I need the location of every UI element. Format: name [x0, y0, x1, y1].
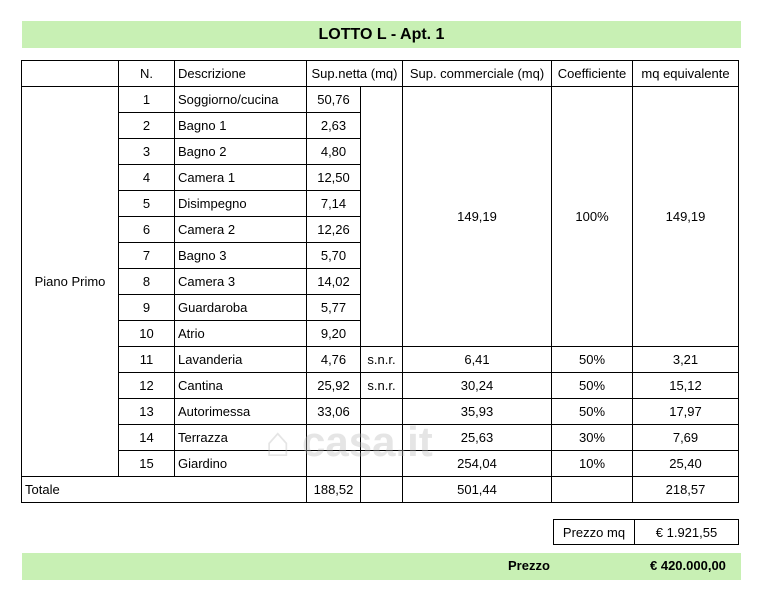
row-description: Terrazza: [175, 425, 307, 451]
floor-label: Piano Primo: [22, 87, 119, 477]
row-number: 5: [119, 191, 175, 217]
row-sup-netta: 12,50: [307, 165, 361, 191]
table-row: [22, 87, 739, 113]
row-description: Bagno 2: [175, 139, 307, 165]
group-coefficiente: 100%: [552, 87, 633, 347]
row-number: 13: [119, 399, 175, 425]
row-coefficiente: 50%: [552, 347, 633, 373]
table-row: [22, 347, 739, 373]
row-note: [361, 451, 403, 477]
header-coefficiente: Coefficiente: [552, 61, 633, 87]
row-description: Camera 3: [175, 269, 307, 295]
row-description: Bagno 3: [175, 243, 307, 269]
prezzo-value: € 420.000,00: [650, 558, 726, 573]
row-number: 6: [119, 217, 175, 243]
totals-sup-netta: 188,52: [307, 477, 361, 503]
header-mq-equivalente: mq equivalente: [633, 61, 739, 87]
header-sup-commerciale: Sup. commerciale (mq): [403, 61, 552, 87]
price-bar: [22, 553, 741, 580]
row-sup-commerciale: 30,24: [403, 373, 552, 399]
totals-note-empty: [361, 477, 403, 503]
row-number: 12: [119, 373, 175, 399]
row-description: Giardino: [175, 451, 307, 477]
row-description: Camera 2: [175, 217, 307, 243]
totals-mq-equivalente: 218,57: [633, 477, 739, 503]
row-coefficiente: 30%: [552, 425, 633, 451]
row-sup-netta: 2,63: [307, 113, 361, 139]
row-note: s.n.r.: [361, 347, 403, 373]
row-description: Disimpegno: [175, 191, 307, 217]
row-note: s.n.r.: [361, 373, 403, 399]
row-number: 3: [119, 139, 175, 165]
row-sup-netta: 7,14: [307, 191, 361, 217]
row-number: 11: [119, 347, 175, 373]
row-sup-netta: 12,26: [307, 217, 361, 243]
row-number: 1: [119, 87, 175, 113]
row-description: Soggiorno/cucina: [175, 87, 307, 113]
note-empty-group: [361, 87, 403, 347]
row-description: Guardaroba: [175, 295, 307, 321]
row-sup-netta: [307, 451, 361, 477]
header-n: N.: [119, 61, 175, 87]
title-bar: [22, 21, 741, 48]
group-sup-commerciale: 149,19: [403, 87, 552, 347]
row-sup-netta: [307, 425, 361, 451]
row-number: 15: [119, 451, 175, 477]
row-number: 9: [119, 295, 175, 321]
totals-sup-commerciale: 501,44: [403, 477, 552, 503]
row-number: 14: [119, 425, 175, 451]
row-description: Atrio: [175, 321, 307, 347]
row-description: Autorimessa: [175, 399, 307, 425]
row-number: 7: [119, 243, 175, 269]
watermark-logo: ⌂ casa.it: [265, 418, 433, 465]
totals-label: Totale: [22, 477, 307, 503]
row-description: Camera 1: [175, 165, 307, 191]
row-description: Lavanderia: [175, 347, 307, 373]
row-sup-netta: 9,20: [307, 321, 361, 347]
row-number: 4: [119, 165, 175, 191]
row-mq-equivalente: 7,69: [633, 425, 739, 451]
row-number: 2: [119, 113, 175, 139]
table-row: [22, 373, 739, 399]
row-sup-netta: 25,92: [307, 373, 361, 399]
table-row: [22, 399, 739, 425]
row-sup-netta: 50,76: [307, 87, 361, 113]
prezzo-mq-box: [553, 519, 739, 545]
row-description: Cantina: [175, 373, 307, 399]
row-coefficiente: 50%: [552, 399, 633, 425]
row-sup-commerciale: 6,41: [403, 347, 552, 373]
table-row: [22, 451, 739, 477]
row-number: 8: [119, 269, 175, 295]
table-row: [22, 425, 739, 451]
row-sup-commerciale: 25,63: [403, 425, 552, 451]
row-mq-equivalente: 15,12: [633, 373, 739, 399]
prezzo-mq-value: € 1.921,55: [635, 520, 739, 545]
row-mq-equivalente: 3,21: [633, 347, 739, 373]
group-mq-equivalente: 149,19: [633, 87, 739, 347]
header-row: [22, 61, 739, 87]
totals-coef-empty: [552, 477, 633, 503]
row-sup-netta: 4,80: [307, 139, 361, 165]
row-note: [361, 399, 403, 425]
totals-row: [22, 477, 739, 503]
row-description: Bagno 1: [175, 113, 307, 139]
page-title: LOTTO L - Apt. 1: [318, 25, 445, 43]
header-descrizione: Descrizione: [175, 61, 307, 87]
row-sup-netta: 5,70: [307, 243, 361, 269]
prezzo-mq-label: Prezzo mq: [554, 520, 635, 545]
row-sup-netta: 33,06: [307, 399, 361, 425]
prezzo-label: Prezzo: [508, 558, 550, 573]
header-empty: [22, 61, 119, 87]
row-mq-equivalente: 25,40: [633, 451, 739, 477]
surface-table: [21, 60, 739, 503]
row-number: 10: [119, 321, 175, 347]
header-sup-netta: Sup.netta (mq): [307, 61, 403, 87]
row-sup-commerciale: 254,04: [403, 451, 552, 477]
row-sup-netta: 14,02: [307, 269, 361, 295]
row-sup-netta: 5,77: [307, 295, 361, 321]
row-note: [361, 425, 403, 451]
row-mq-equivalente: 17,97: [633, 399, 739, 425]
row-coefficiente: 10%: [552, 451, 633, 477]
row-coefficiente: 50%: [552, 373, 633, 399]
row-sup-netta: 4,76: [307, 347, 361, 373]
row-sup-commerciale: 35,93: [403, 399, 552, 425]
